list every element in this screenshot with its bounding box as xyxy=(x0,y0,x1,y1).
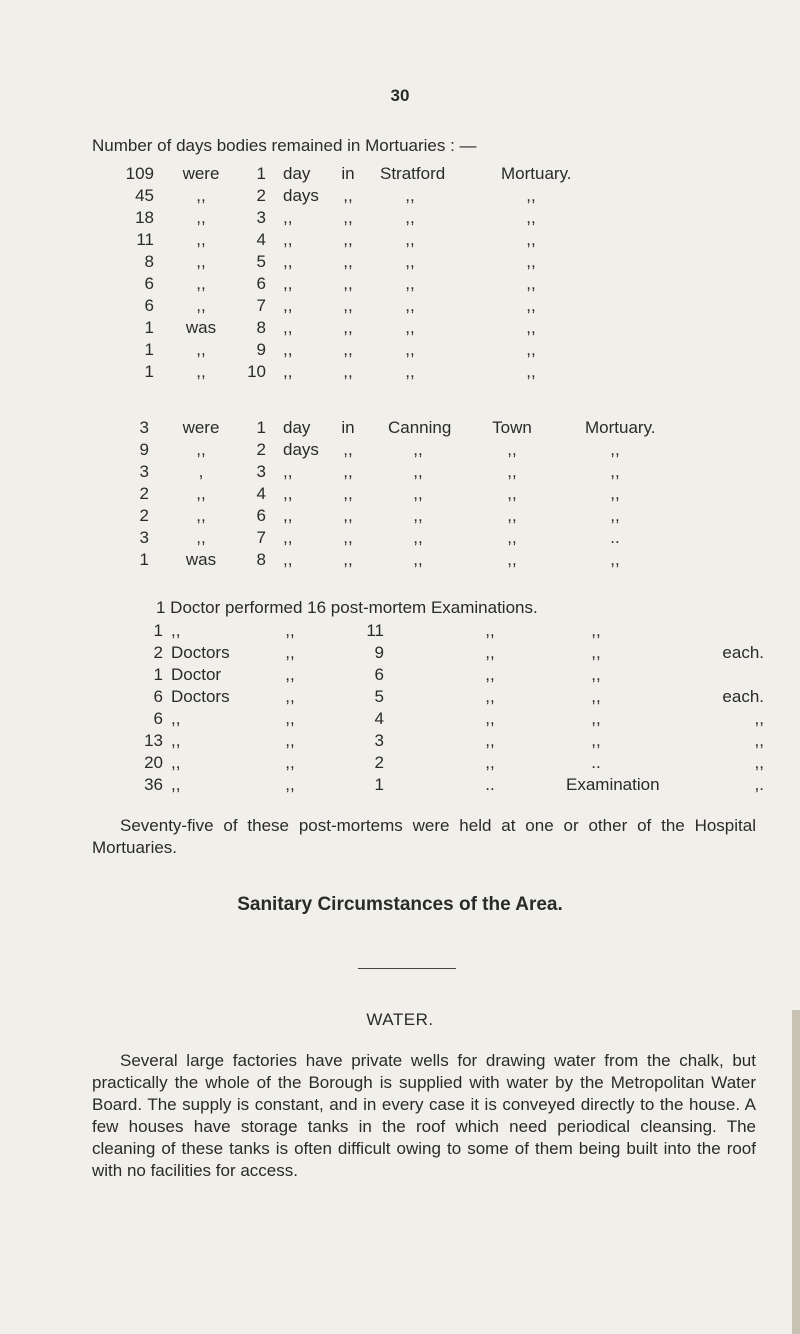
postmortem-row-cell: 5 xyxy=(374,687,384,706)
seventy-five-paragraph: Seventy-five of these post-mortems were held at one or other of the Hospital Mortuaries. xyxy=(92,816,756,857)
stratford-row xyxy=(0,340,800,362)
postmortem-row xyxy=(0,731,800,753)
stratford-row-cell: ,, xyxy=(526,252,536,271)
postmortem-row-cell: ,, xyxy=(485,709,495,728)
canning-row xyxy=(0,484,800,506)
postmortem-row-cell: ,, xyxy=(485,753,495,772)
stratford-row-cell: ,, xyxy=(343,252,353,271)
canning-row-cell: Mortuary. xyxy=(585,418,656,437)
postmortem-row-cell: ,. xyxy=(754,775,764,794)
stratford-row-cell: ,, xyxy=(196,186,206,205)
canning-row-cell: 6 xyxy=(256,506,266,525)
postmortem-row-cell: .. xyxy=(485,775,495,794)
stratford-row-cell: ,, xyxy=(196,296,206,315)
canning-row-cell: ,, xyxy=(413,440,423,459)
stratford-row xyxy=(0,362,800,384)
canning-row-cell: was xyxy=(185,550,217,569)
postmortem-row-cell: ,, xyxy=(171,731,181,750)
stratford-row-cell: ,, xyxy=(343,296,353,315)
postmortem-row-cell: 2 xyxy=(374,753,384,772)
postmortem-row-cell: ,, xyxy=(485,643,495,662)
postmortem-row-cell: ,, xyxy=(285,621,295,640)
postmortem-row-cell: ,, xyxy=(285,753,295,772)
stratford-row-cell: 1 xyxy=(144,340,154,359)
postmortem-row-cell: ,, xyxy=(285,665,295,684)
postmortem-row-cell: ,, xyxy=(285,775,295,794)
canning-row-cell: ,, xyxy=(610,440,620,459)
canning-row-cell: ,, xyxy=(196,528,206,547)
canning-row-cell: .. xyxy=(610,528,620,547)
stratford-row-cell: ,, xyxy=(405,362,415,381)
stratford-row xyxy=(0,274,800,296)
stratford-row-cell: 1 xyxy=(144,318,154,337)
canning-row xyxy=(0,418,800,440)
stratford-row-cell: ,, xyxy=(343,230,353,249)
stratford-row-cell: ,, xyxy=(196,252,206,271)
canning-row-cell: day xyxy=(283,418,311,437)
divider xyxy=(358,968,456,969)
stratford-row xyxy=(0,208,800,230)
canning-row-cell: 4 xyxy=(256,484,266,503)
postmortem-row-cell: ,, xyxy=(485,665,495,684)
stratford-row-cell: ,, xyxy=(283,208,293,227)
canning-row-cell: ,, xyxy=(507,462,517,481)
stratford-row-cell: 1 xyxy=(144,362,154,381)
postmortem-row-cell: ,, xyxy=(485,687,495,706)
postmortem-row xyxy=(0,753,800,775)
canning-row-cell: ,, xyxy=(343,440,353,459)
canning-row-cell: ,, xyxy=(413,528,423,547)
canning-row-cell: ,, xyxy=(610,462,620,481)
canning-row-cell: ,, xyxy=(343,462,353,481)
stratford-row-cell: 8 xyxy=(144,252,154,271)
postmortem-row-cell: 4 xyxy=(374,709,384,728)
postmortem-row-cell: 6 xyxy=(153,709,163,728)
stratford-row-cell: ,, xyxy=(283,230,293,249)
stratford-row-cell: was xyxy=(185,318,217,337)
postmortem-row-cell: Doctors xyxy=(171,687,230,706)
canning-row-cell: ,, xyxy=(196,506,206,525)
stratford-row-cell: ,, xyxy=(196,274,206,293)
section-heading: Sanitary Circumstances of the Area. xyxy=(237,894,563,915)
canning-row-cell: 1 xyxy=(139,550,149,569)
canning-row-cell: , xyxy=(198,462,204,481)
canning-row-cell: 2 xyxy=(256,440,266,459)
postmortem-row-cell: 36 xyxy=(144,775,163,794)
stratford-row-cell: ,, xyxy=(196,208,206,227)
canning-row-cell: 3 xyxy=(139,528,149,547)
canning-row-cell: ,, xyxy=(610,550,620,569)
stratford-row-cell: 6 xyxy=(256,274,266,293)
postmortem-row xyxy=(0,709,800,731)
canning-row-cell: ,, xyxy=(343,550,353,569)
stratford-row-cell: ,, xyxy=(405,296,415,315)
postmortem-row-cell: ,, xyxy=(171,621,181,640)
stratford-row xyxy=(0,318,800,340)
stratford-row-cell: ,, xyxy=(405,318,415,337)
water-title: WATER. xyxy=(366,1010,434,1029)
postmortem-row-cell: 6 xyxy=(153,687,163,706)
postmortem-row-cell: 1 xyxy=(153,665,163,684)
stratford-row-cell: ,, xyxy=(343,186,353,205)
postmortem-row-cell: 9 xyxy=(374,643,384,662)
stratford-row-cell: Mortuary. xyxy=(501,164,572,183)
canning-row xyxy=(0,440,800,462)
canning-row-cell: ,, xyxy=(413,506,423,525)
stratford-row-cell: 1 xyxy=(256,164,266,183)
stratford-row-cell: ,, xyxy=(526,208,536,227)
postmortem-row xyxy=(0,643,800,665)
postmortem-first-line: 1 Doctor performed 16 post-mortem Examinations. xyxy=(156,598,538,617)
canning-row-cell: 8 xyxy=(256,550,266,569)
postmortem-row-cell: ,, xyxy=(171,709,181,728)
stratford-row-cell: 3 xyxy=(256,208,266,227)
postmortem-row xyxy=(0,621,800,643)
postmortem-row-cell: ,, xyxy=(754,709,764,728)
postmortem-row-cell: ,, xyxy=(591,643,601,662)
stratford-row-cell: ,, xyxy=(405,274,415,293)
postmortem-row-cell: 11 xyxy=(366,621,384,640)
canning-row-cell: ,, xyxy=(283,462,293,481)
canning-row-cell: 2 xyxy=(139,506,149,525)
postmortem-row-cell: ,, xyxy=(485,621,495,640)
canning-row-cell: 1 xyxy=(256,418,266,437)
postmortem-row-cell: 3 xyxy=(374,731,384,750)
postmortem-row-cell: 13 xyxy=(144,731,163,750)
page-edge xyxy=(792,1010,800,1334)
stratford-row-cell: ,, xyxy=(526,186,536,205)
stratford-row-cell: ,, xyxy=(343,340,353,359)
stratford-row-cell: day xyxy=(283,164,311,183)
postmortem-row-cell: ,, xyxy=(485,731,495,750)
canning-row-cell: ,, xyxy=(507,550,517,569)
postmortem-row-cell: ,, xyxy=(285,709,295,728)
canning-row xyxy=(0,462,800,484)
postmortem-row-cell: ,, xyxy=(285,687,295,706)
stratford-row-cell: ,, xyxy=(526,274,536,293)
stratford-row-cell: 9 xyxy=(256,340,266,359)
postmortem-row-cell: ,, xyxy=(754,753,764,772)
stratford-row-cell: ,, xyxy=(283,252,293,271)
postmortem-row xyxy=(0,665,800,687)
canning-row-cell: 2 xyxy=(139,484,149,503)
canning-row xyxy=(0,528,800,550)
stratford-row-cell: 6 xyxy=(144,296,154,315)
stratford-row-cell: ,, xyxy=(283,318,293,337)
stratford-row-cell: ,, xyxy=(343,274,353,293)
canning-row xyxy=(0,506,800,528)
canning-row-cell: Town xyxy=(492,418,532,437)
postmortem-row xyxy=(0,687,800,709)
postmortem-row-cell: ,, xyxy=(591,731,601,750)
stratford-row-cell: days xyxy=(283,186,319,205)
canning-row-cell: ,, xyxy=(283,550,293,569)
postmortem-row-cell: ,, xyxy=(591,665,601,684)
stratford-row-cell: ,, xyxy=(405,208,415,227)
stratford-row-cell: 5 xyxy=(256,252,266,271)
stratford-row-cell: ,, xyxy=(526,230,536,249)
canning-row-cell: ,, xyxy=(413,462,423,481)
postmortem-row-cell: ,, xyxy=(285,731,295,750)
postmortem-row-cell: 20 xyxy=(144,753,163,772)
stratford-row-cell: 11 xyxy=(136,230,154,249)
postmortem-row-cell: ,, xyxy=(591,687,601,706)
postmortem-row-cell: 1 xyxy=(153,621,163,640)
canning-row-cell: ,, xyxy=(283,506,293,525)
canning-row-cell: ,, xyxy=(343,528,353,547)
stratford-row xyxy=(0,252,800,274)
stratford-row-cell: ,, xyxy=(526,296,536,315)
postmortem-row-cell: 1 xyxy=(374,775,384,794)
canning-row-cell: ,, xyxy=(610,506,620,525)
postmortem-row-cell: each. xyxy=(722,643,764,662)
canning-row xyxy=(0,550,800,572)
stratford-row xyxy=(0,230,800,252)
postmortem-row-cell: .. xyxy=(591,753,601,772)
postmortem-row-cell: ,, xyxy=(591,621,601,640)
canning-row-cell: 7 xyxy=(256,528,266,547)
stratford-row-cell: ,, xyxy=(405,252,415,271)
stratford-row-cell: ,, xyxy=(405,340,415,359)
canning-row-cell: ,, xyxy=(196,484,206,503)
stratford-row-cell: ,, xyxy=(196,340,206,359)
canning-row-cell: ,, xyxy=(413,484,423,503)
canning-row-cell: 3 xyxy=(256,462,266,481)
stratford-row-cell: in xyxy=(341,164,355,183)
stratford-row-cell: Stratford xyxy=(380,164,446,183)
stratford-row-cell: ,, xyxy=(283,274,293,293)
canning-row-cell: 3 xyxy=(139,462,149,481)
stratford-row-cell: ,, xyxy=(343,362,353,381)
stratford-row-cell: 18 xyxy=(135,208,154,227)
stratford-row xyxy=(0,164,800,186)
canning-row-cell: ,, xyxy=(413,550,423,569)
stratford-row-cell: were xyxy=(182,164,220,183)
postmortem-row-cell: Doctor xyxy=(171,665,222,684)
mortuary-intro: Number of days bodies remained in Mortuaries : — xyxy=(92,136,477,155)
stratford-row-cell: 45 xyxy=(135,186,154,205)
stratford-row-cell: ,, xyxy=(526,340,536,359)
stratford-row-cell: ,, xyxy=(283,362,293,381)
stratford-row-cell: 10 xyxy=(247,362,266,381)
stratford-row-cell: ,, xyxy=(343,208,353,227)
canning-row-cell: ,, xyxy=(507,484,517,503)
canning-row-cell: ,, xyxy=(343,484,353,503)
canning-row-cell: ,, xyxy=(507,440,517,459)
stratford-row-cell: ,, xyxy=(526,362,536,381)
stratford-row-cell: 109 xyxy=(125,164,154,183)
canning-row-cell: Canning xyxy=(388,418,452,437)
canning-row-cell: ,, xyxy=(283,528,293,547)
postmortem-row-cell: ,, xyxy=(591,709,601,728)
canning-row-cell: ,, xyxy=(507,528,517,547)
postmortem-row-cell: ,, xyxy=(171,775,181,794)
stratford-row-cell: 2 xyxy=(256,186,266,205)
stratford-row-cell: ,, xyxy=(196,362,206,381)
stratford-row-cell: 8 xyxy=(256,318,266,337)
canning-row-cell: days xyxy=(283,440,319,459)
stratford-row-cell: ,, xyxy=(526,318,536,337)
canning-row-cell: ,, xyxy=(507,506,517,525)
stratford-row-cell: ,, xyxy=(196,230,206,249)
stratford-row-cell: ,, xyxy=(283,296,293,315)
stratford-row-cell: ,, xyxy=(405,230,415,249)
postmortem-row-cell: each. xyxy=(722,687,764,706)
postmortem-row-cell: Doctors xyxy=(171,643,230,662)
postmortem-row-cell: ,, xyxy=(754,731,764,750)
canning-row-cell: ,, xyxy=(343,506,353,525)
postmortem-row-cell: ,, xyxy=(285,643,295,662)
stratford-row-cell: ,, xyxy=(283,340,293,359)
canning-row-cell: were xyxy=(182,418,220,437)
canning-row-cell: ,, xyxy=(610,484,620,503)
canning-row-cell: in xyxy=(341,418,355,437)
canning-row-cell: 3 xyxy=(139,418,149,437)
stratford-row-cell: 6 xyxy=(144,274,154,293)
postmortem-row-cell: Examination xyxy=(566,775,660,794)
canning-row-cell: 9 xyxy=(139,440,149,459)
postmortem-row-cell: 6 xyxy=(374,665,384,684)
stratford-row xyxy=(0,186,800,208)
stratford-row-cell: 4 xyxy=(256,230,266,249)
stratford-row-cell: ,, xyxy=(343,318,353,337)
page-number: 30 xyxy=(390,86,410,105)
canning-row-cell: ,, xyxy=(283,484,293,503)
postmortem-row xyxy=(0,775,800,797)
postmortem-row-cell: 2 xyxy=(153,643,163,662)
stratford-row xyxy=(0,296,800,318)
stratford-row-cell: ,, xyxy=(405,186,415,205)
postmortem-row-cell: ,, xyxy=(171,753,181,772)
stratford-row-cell: 7 xyxy=(256,296,266,315)
canning-row-cell: ,, xyxy=(196,440,206,459)
water-paragraph: Several large factories have private wells for drawing water from the chalk, but practically the whole of the Borough is supplied with water by the Metropolitan Water Board. The supply is constant, and in every case it is conveyed directly to the house. A few houses have storage tanks in the roof which need periodical cleansing. The cleaning of these tanks is often difficult owing to some of them being built into the roof with no facilities for access. xyxy=(92,1051,756,1180)
